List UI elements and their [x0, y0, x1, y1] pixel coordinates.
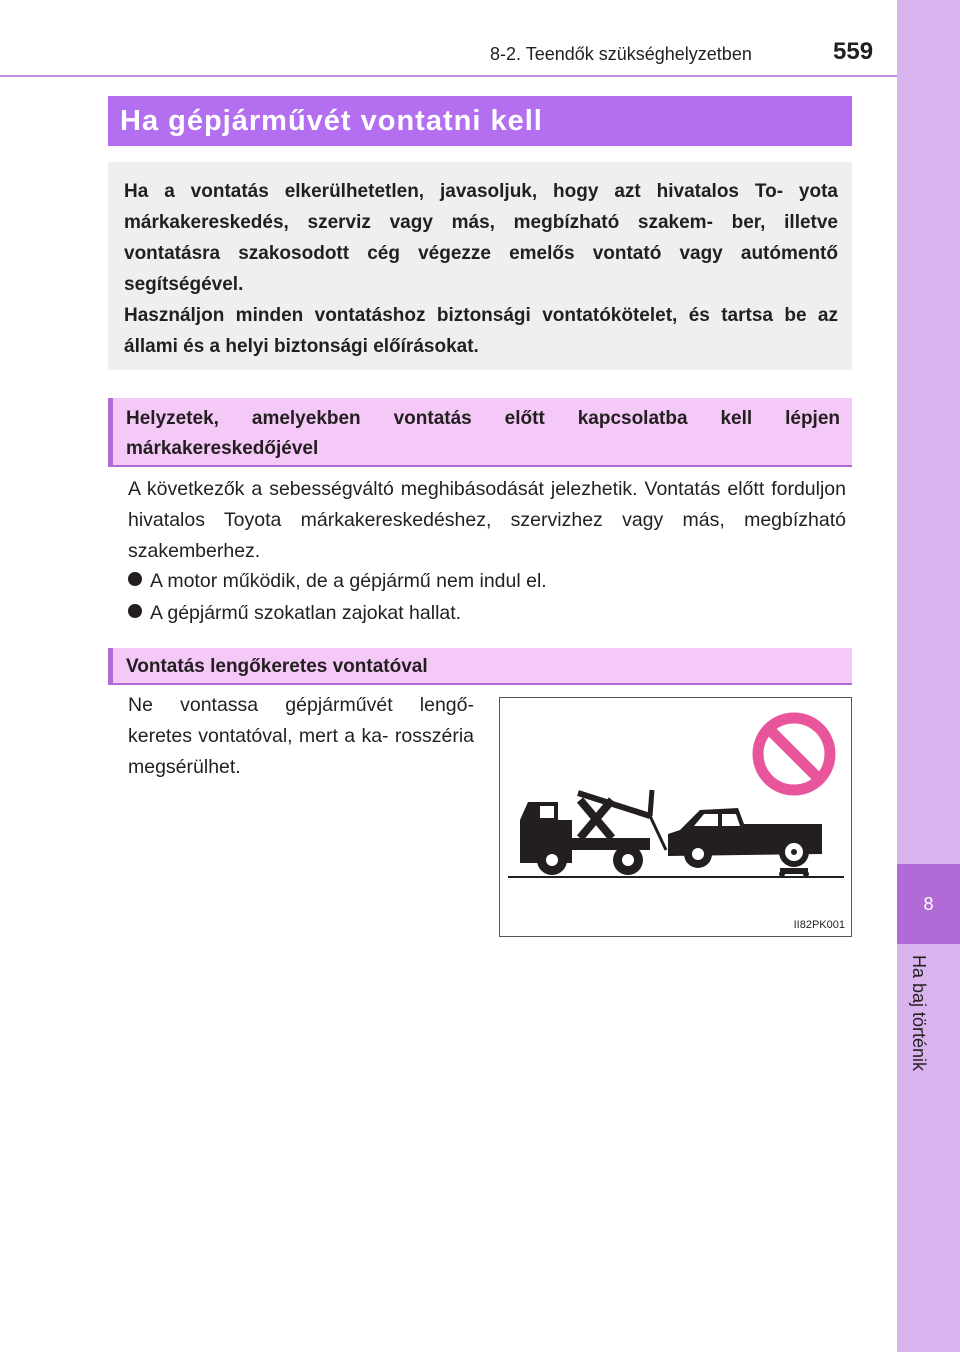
running-header: 8-2. Teendők szükséghelyzetben	[490, 44, 752, 64]
tow-truck-drawing	[500, 698, 851, 936]
tow-truck-icon	[520, 790, 666, 875]
pickup-truck-icon	[668, 808, 822, 877]
figure-code: II82PK001	[793, 919, 845, 931]
intro-box	[108, 162, 852, 370]
section-body-sling-tow: Ne vontassa gépjárművét lengő- keretes vontatóval, mert a ka- rosszéria megsérülhet.	[128, 694, 474, 778]
header-divider	[0, 75, 897, 77]
list-item	[128, 598, 461, 629]
chapter-number-tab: 8	[897, 864, 960, 944]
intro-paragraph-2: Használjon minden vontatáshoz biztonsági vontatókötelet, és tartsa be az állami és a helyi biztonsági előírásokat.	[124, 305, 838, 357]
bullet-icon	[128, 572, 142, 586]
intro-paragraph-1: Ha a vontatás elkerülhetetlen, javasoljuk, hogy azt hivatalos To- yota márkakereskedés, szerviz vagy más, megbízható szakem- ber, illetve vontatásra szakosodott cég végezze emelős vontató vagy autómentő segítségével.	[124, 181, 838, 295]
section-body-dealer: A következők a sebességváltó meghibásodását jelezhetik. Vontatás előtt forduljon hivatalos Toyota márkakereskedéshez, szervizhez vagy más, megbízható szakemberhez.	[128, 478, 846, 562]
list-item-text: A motor működik, de a gépjármű nem indul el.	[150, 570, 547, 592]
section-heading-sling-tow: Vontatás lengőkeretes vontatóval	[108, 648, 852, 685]
prohibition-icon	[758, 718, 830, 790]
side-tab-background	[897, 0, 960, 1352]
list-item	[128, 566, 547, 597]
bullet-icon	[128, 604, 142, 618]
tow-truck-illustration	[499, 697, 852, 937]
section-heading-dealer: Helyzetek, amelyekben vontatás előtt kapcsolatba kell lépjen márkakereskedőjével	[108, 398, 852, 467]
chapter-title-label: Ha baj történik	[909, 955, 929, 1072]
list-item-text: A gépjármű szokatlan zajokat hallat.	[150, 602, 462, 624]
page-number: 559	[833, 38, 874, 65]
page-title: Ha gépjárművét vontatni kell	[108, 96, 852, 146]
